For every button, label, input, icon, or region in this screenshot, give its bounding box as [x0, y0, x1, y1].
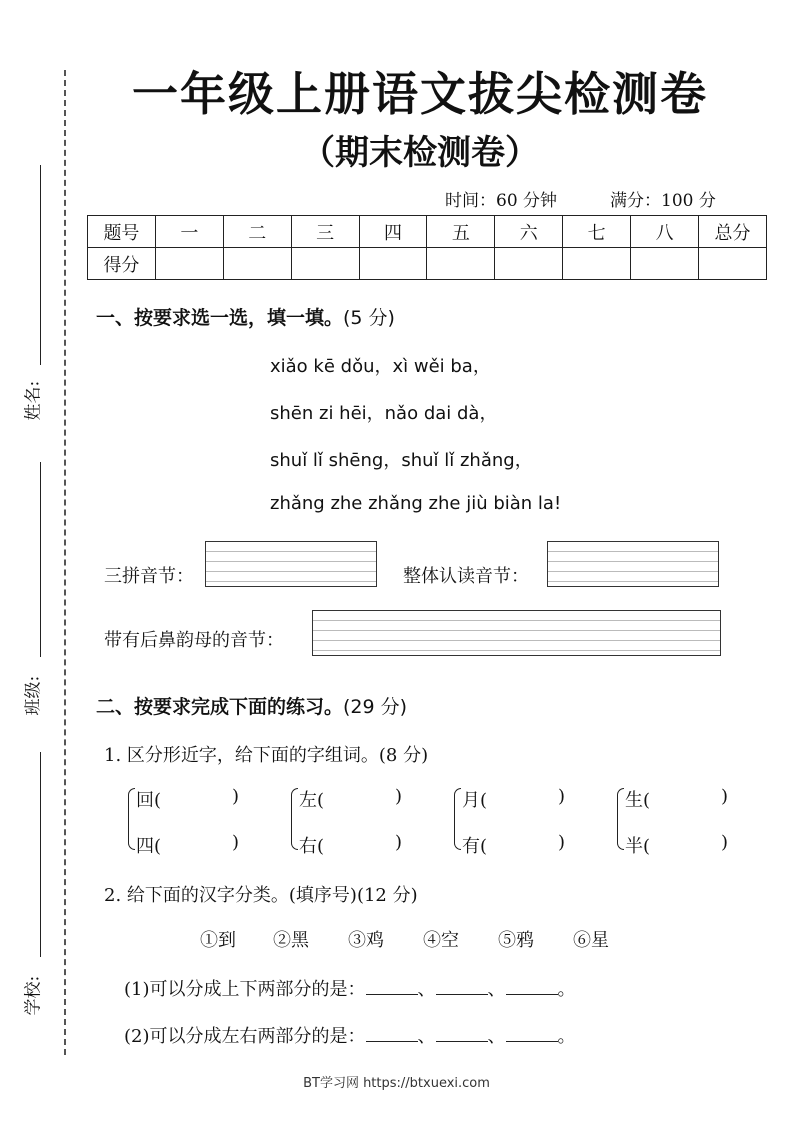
- score-table-cell: 六: [495, 216, 563, 248]
- char-pair-group: [617, 786, 747, 857]
- char-pair-top: 回(: [136, 790, 162, 811]
- section-1-points: (5 分): [343, 307, 395, 329]
- score-input-cell[interactable]: [495, 248, 563, 280]
- score-input-cell[interactable]: [155, 248, 223, 280]
- close-paren: ): [232, 832, 240, 853]
- name-write-line: [40, 165, 41, 365]
- score-table-cell: 五: [427, 216, 495, 248]
- score-table-cell: 题号: [88, 216, 156, 248]
- sanpin-answer-box[interactable]: [205, 541, 377, 587]
- time-limit: 时间：60 分钟: [445, 191, 558, 211]
- char-pair-group: [128, 786, 258, 857]
- name-label: 姓名:: [23, 380, 44, 421]
- subquestion-1: [124, 975, 576, 1001]
- sanpin-label: 三拼音节：: [104, 566, 194, 587]
- zhengti-label: 整体认读音节：: [403, 566, 529, 587]
- char-pair-group: [291, 786, 421, 857]
- answer-blank[interactable]: [506, 978, 558, 995]
- score-table-cell: 一: [155, 216, 223, 248]
- separator: 、: [417, 1026, 436, 1047]
- houbi-label: 带有后鼻韵母的音节：: [104, 630, 284, 651]
- char-pair-top: 生(: [625, 790, 651, 811]
- char-option: ④空: [423, 930, 459, 951]
- score-table-cell: 八: [631, 216, 699, 248]
- page-subtitle: （期末检测卷）: [301, 133, 539, 173]
- houbi-answer-box[interactable]: [312, 610, 721, 656]
- class-write-line: [40, 462, 41, 657]
- char-pair-bottom: 有(: [462, 836, 488, 857]
- close-paren: ): [558, 832, 566, 853]
- score-table-cell: 三: [291, 216, 359, 248]
- separator: 、: [417, 979, 436, 1000]
- answer-blank[interactable]: [506, 1025, 558, 1042]
- char-pair-top: 左(: [299, 790, 325, 811]
- section-1-title: 一、按要求选一选，填一填。: [96, 307, 344, 329]
- subquestion-2: [124, 1022, 576, 1048]
- score-table-cell: 二: [223, 216, 291, 248]
- score-input-cell[interactable]: [563, 248, 631, 280]
- zhengti-answer-box[interactable]: [547, 541, 719, 587]
- brace-icon: [128, 788, 135, 850]
- score-table-cell: 总分: [699, 216, 767, 248]
- score-table: [87, 215, 767, 280]
- score-table-score-row: [88, 248, 767, 280]
- subquestion-2-text: (2)可以分成左右两部分的是：: [124, 1026, 366, 1047]
- section-2-title: 二、按要求完成下面的练习。: [96, 696, 344, 718]
- score-input-cell[interactable]: [291, 248, 359, 280]
- char-pair-top: 月(: [462, 790, 488, 811]
- separator: 、: [487, 979, 506, 1000]
- pinyin-line: shuǐ lǐ shēng，shuǐ lǐ zhǎng，: [270, 450, 533, 471]
- score-input-cell[interactable]: [699, 248, 767, 280]
- close-paren: ): [721, 786, 729, 807]
- score-table-header-row: [88, 216, 767, 248]
- full-score: 满分：100 分: [610, 191, 716, 211]
- school-label: 学校:: [23, 975, 44, 1016]
- score-input-cell[interactable]: [359, 248, 427, 280]
- brace-icon: [617, 788, 624, 850]
- brace-icon: [454, 788, 461, 850]
- section-2-points: (29 分): [343, 696, 408, 718]
- pinyin-line: shēn zi hēi，nǎo dai dà，: [270, 403, 498, 424]
- score-table-cell: 四: [359, 216, 427, 248]
- answer-blank[interactable]: [436, 978, 488, 995]
- char-option: ⑥星: [573, 930, 609, 951]
- question-1: 1. 区分形近字，给下面的字组词。(8 分): [104, 745, 429, 766]
- binding-line: [64, 70, 66, 1055]
- char-option: ②黑: [273, 930, 309, 951]
- close-paren: ): [232, 786, 240, 807]
- score-input-cell[interactable]: [223, 248, 291, 280]
- char-pair-bottom: 右(: [299, 836, 325, 857]
- score-table-cell: 七: [563, 216, 631, 248]
- separator: 、: [487, 1026, 506, 1047]
- score-input-cell[interactable]: [631, 248, 699, 280]
- end-mark: 。: [557, 1026, 576, 1047]
- char-option: ⑤鸦: [498, 930, 534, 951]
- class-label: 班级:: [23, 675, 44, 716]
- end-mark: 。: [557, 979, 576, 1000]
- char-option: ①到: [200, 930, 236, 951]
- page-title: 一年级上册语文拔尖检测卷: [132, 67, 708, 121]
- char-option: ③鸡: [348, 930, 384, 951]
- pinyin-line: xiǎo kē dǒu，xì wěi ba，: [270, 356, 491, 377]
- answer-blank[interactable]: [366, 978, 418, 995]
- score-row-label: 得分: [88, 248, 156, 280]
- question-2: 2. 给下面的汉字分类。(填序号)(12 分): [104, 885, 418, 906]
- section-2-heading: [96, 692, 407, 719]
- pinyin-line: zhǎng zhe zhǎng zhe jiù biàn la!: [270, 493, 562, 514]
- brace-icon: [291, 788, 298, 850]
- subquestion-1-text: (1)可以分成上下两部分的是：: [124, 979, 366, 1000]
- footer-watermark: BT学习网 https://btxuexi.com: [303, 1076, 490, 1091]
- close-paren: ): [721, 832, 729, 853]
- close-paren: ): [558, 786, 566, 807]
- close-paren: ): [395, 832, 403, 853]
- char-pair-bottom: 半(: [625, 836, 651, 857]
- answer-blank[interactable]: [366, 1025, 418, 1042]
- char-pair-group: [454, 786, 584, 857]
- char-pair-bottom: 四(: [136, 836, 162, 857]
- score-input-cell[interactable]: [427, 248, 495, 280]
- section-1-heading: [96, 303, 395, 330]
- close-paren: ): [395, 786, 403, 807]
- school-write-line: [40, 752, 41, 957]
- answer-blank[interactable]: [436, 1025, 488, 1042]
